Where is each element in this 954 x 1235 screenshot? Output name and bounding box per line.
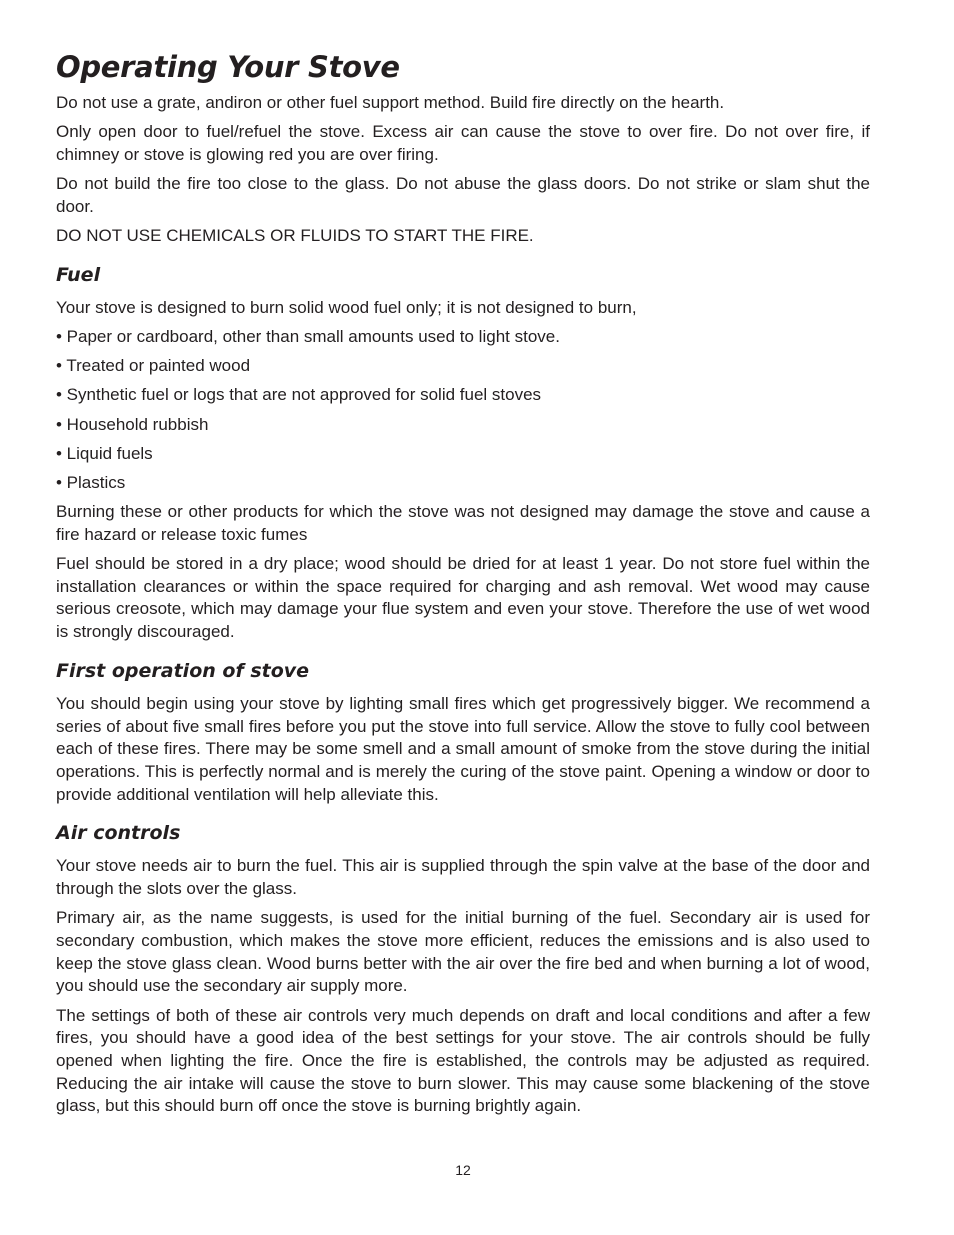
fuel-list-item: • Synthetic fuel or logs that are not approved for solid fuel stoves bbox=[56, 385, 542, 405]
section-heading-air-controls: Air controls bbox=[56, 822, 181, 845]
fuel-list-item: • Paper or cardboard, other than small amounts used to light stove. bbox=[56, 326, 560, 346]
page-title: Operating Your Stove bbox=[56, 50, 400, 84]
section-heading-first-operation: First operation of stove bbox=[56, 659, 310, 682]
page-content bbox=[56, 48, 870, 1125]
fuel-paragraph: Burning these or other products for which the stove was not designed may damage the stove and cause a fire hazard or release toxic fumes bbox=[56, 502, 870, 544]
page-number: 12 bbox=[455, 1162, 471, 1178]
air-controls-paragraph: Primary air, as the name suggests, is used for the initial burning of the fuel. Secondary air is used for secondary combustion, which makes the stove more efficient, reduces the emissions and is also used to keep the stove glass clean. Wood burns better with the air over the fire bed and when burning a lot of wood, you should use the secondary air supply more. bbox=[56, 908, 870, 996]
fuel-list-item: • Household rubbish bbox=[56, 414, 209, 434]
intro-paragraph: Only open door to fuel/refuel the stove. Excess air can cause the stove to over fire. Do not over fire, if chimney or stove is glowing red you are over firing. bbox=[56, 122, 870, 164]
intro-paragraph: DO NOT USE CHEMICALS OR FLUIDS TO START THE FIRE. bbox=[56, 226, 534, 246]
fuel-paragraph: Fuel should be stored in a dry place; wood should be dried for at least 1 year. Do not store fuel within the installation clearances or within the space required for charging and ash removal. Wet wood may cause serious creosote, which may damage your flue system and even your stove. Therefore the use of wet wood is strongly discouraged. bbox=[56, 554, 870, 642]
intro-paragraph: Do not build the fire too close to the glass. Do not abuse the glass doors. Do not strike or slam shut the door. bbox=[56, 174, 870, 216]
fuel-list-item: • Plastics bbox=[56, 472, 126, 492]
intro-paragraph: Do not use a grate, andiron or other fuel support method. Build fire directly on the hearth. bbox=[56, 93, 725, 112]
fuel-list-item: • Liquid fuels bbox=[56, 443, 153, 463]
air-controls-paragraph: The settings of both of these air controls very much depends on draft and local conditions and after a few fires, you should have a good idea of the best settings for your stove. The air controls should be fully opened when lighting the fire. Once the fire is established, the controls may be adjusted as required. Reducing the air intake will cause the stove to burn slower. This may cause some blackening of the stove glass, but this should burn off once the stove is burning brightly again. bbox=[56, 1005, 870, 1116]
air-controls-paragraph: Your stove needs air to burn the fuel. This air is supplied through the spin valve at the base of the door and through the slots over the glass. bbox=[56, 856, 870, 899]
section-heading-fuel: Fuel bbox=[56, 263, 101, 286]
first-operation-paragraph: You should begin using your stove by lighting small fires which get progressively bigger. We recommend a series of about five small fires before you put the stove into full service. Allow the stove to fully cool between each of these fires. There may be some smell and a small amount of smoke from the stove during the initial operations. This is perfectly normal and is merely the curing of the stove paint. Opening a window or door to provide additional ventilation will help alleviate this. bbox=[56, 693, 870, 804]
fuel-list-item: • Treated or painted wood bbox=[56, 356, 251, 376]
fuel-intro: Your stove is designed to burn solid wood fuel only; it is not designed to burn, bbox=[56, 297, 637, 317]
